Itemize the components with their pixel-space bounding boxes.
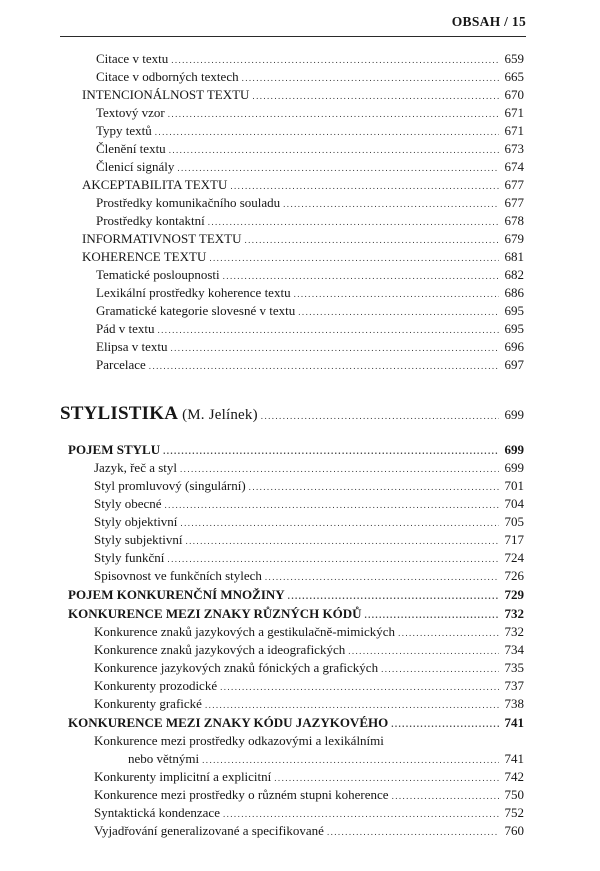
leader-dots xyxy=(288,587,499,605)
toc-entry[interactable]: Prostředky komunikačního souladu ..... 677 xyxy=(96,194,524,212)
page-number: 732 xyxy=(504,624,524,639)
leader-dots xyxy=(205,696,499,714)
toc-entry[interactable]: Syntaktická kondenzace ..... 752 xyxy=(94,804,524,822)
leader-dots xyxy=(249,478,499,496)
leader-dots xyxy=(167,550,499,568)
toc-entry[interactable]: Styly objektivní ..... 705 xyxy=(94,513,524,531)
leader-dots xyxy=(381,660,499,678)
page-number: 695 xyxy=(504,303,524,318)
toc-entry[interactable]: Citace v odborných textech ..... 665 xyxy=(96,68,524,86)
toc-section-heading[interactable]: AKCEPTABILITA TEXTU ..... 677 xyxy=(82,176,524,194)
page-number: 674 xyxy=(504,159,524,174)
leader-dots xyxy=(177,159,499,177)
leader-dots xyxy=(327,823,499,841)
page-number: 677 xyxy=(504,195,524,210)
toc-entry[interactable]: Konkurence mezi prostředky o různém stupni koherence ..... 750 xyxy=(94,786,524,804)
leader-dots xyxy=(169,141,499,159)
page-number: 735 xyxy=(504,660,524,675)
part-author: (M. Jelínek) xyxy=(182,407,258,423)
toc-entry[interactable]: Konkurence jazykových znaků fónických a grafických ..... 735 xyxy=(94,659,524,677)
page-number: 732 xyxy=(504,606,524,621)
toc-section-heading[interactable]: KOHERENCE TEXTU ..... 681 xyxy=(82,248,524,266)
page-number: 724 xyxy=(504,550,524,565)
page-number: 738 xyxy=(504,696,524,711)
page-number: 671 xyxy=(504,123,524,138)
leader-dots xyxy=(185,532,499,550)
page-number: 686 xyxy=(504,285,524,300)
page-number: 737 xyxy=(504,678,524,693)
page-number: 729 xyxy=(504,587,524,602)
page-number: 699 xyxy=(504,460,524,475)
toc-entry[interactable]: Spisovnost ve funkčních stylech ..... 726 xyxy=(94,567,524,585)
leader-dots xyxy=(265,568,499,586)
toc-entry[interactable]: Styly subjektivní ..... 717 xyxy=(94,531,524,549)
page-number: 726 xyxy=(504,568,524,583)
toc-entry[interactable]: Textový vzor ..... 671 xyxy=(96,104,524,122)
leader-dots xyxy=(223,805,499,823)
toc-entry[interactable]: Konkurence znaků jazykových a gestikulačně-mimických ..... 732 xyxy=(94,623,524,641)
leader-dots xyxy=(220,678,499,696)
leader-dots xyxy=(202,751,499,769)
toc-entry[interactable]: Parcelace ..... 697 xyxy=(96,356,524,374)
toc-section-heading[interactable]: INFORMATIVNOST TEXTU ..... 679 xyxy=(82,230,524,248)
leader-dots xyxy=(252,87,499,105)
page-header xyxy=(60,14,526,37)
toc-section-heading[interactable]: POJEM STYLU ..... 699 xyxy=(68,441,524,459)
leader-dots xyxy=(242,69,499,87)
leader-dots xyxy=(274,769,499,787)
page-number: 682 xyxy=(504,267,524,282)
page-number: 701 xyxy=(504,478,524,493)
leader-dots xyxy=(208,213,499,231)
leader-dots xyxy=(171,51,499,69)
page-number: 717 xyxy=(504,532,524,547)
toc-entry[interactable]: Typy textů ..... 671 xyxy=(96,122,524,140)
toc-entry-continuation[interactable]: nebo větnými ..... 741 xyxy=(128,750,524,768)
page-number: 659 xyxy=(504,51,524,66)
leader-dots xyxy=(348,642,499,660)
toc-section-heading[interactable]: KONKURENCE MEZI ZNAKY KÓDU JAZYKOVÉHO ..... 741 xyxy=(68,714,524,732)
page-number: 741 xyxy=(504,751,524,766)
page-number: 696 xyxy=(504,339,524,354)
leader-dots xyxy=(245,231,500,249)
toc-part-title[interactable] xyxy=(60,402,524,426)
page-number: 697 xyxy=(504,357,524,372)
page-number: 705 xyxy=(504,514,524,529)
leader-dots xyxy=(180,460,499,478)
toc-section-heading[interactable]: INTENCIONÁLNOST TEXTU ..... 670 xyxy=(82,86,524,104)
page-number: 699 xyxy=(504,442,524,457)
leader-dots xyxy=(149,357,499,375)
toc-entry[interactable]: Prostředky kontaktní ..... 678 xyxy=(96,212,524,230)
leader-dots xyxy=(171,339,500,357)
toc-entry[interactable]: Vyjadřování generalizované a specifikované ..... 760 xyxy=(94,822,524,840)
page-number: 699 xyxy=(504,407,524,422)
page-number: 665 xyxy=(504,69,524,84)
leader-dots xyxy=(223,267,499,285)
toc-entry[interactable]: Tematické posloupnosti ..... 682 xyxy=(96,266,524,284)
page-number: 670 xyxy=(504,87,524,102)
toc-section-heading[interactable]: POJEM KONKURENČNÍ MNOŽINY ..... 729 xyxy=(68,586,524,604)
toc-entry[interactable]: Konkurence znaků jazykových a ideografických ..... 734 xyxy=(94,641,524,659)
toc-entry-first-line[interactable]: Konkurence mezi prostředky odkazovými a lexikálními xyxy=(94,733,384,748)
toc-entry[interactable]: Konkurenty prozodické ..... 737 xyxy=(94,677,524,695)
leader-dots xyxy=(158,321,500,339)
toc-entry[interactable]: Citace v textu ..... 659 xyxy=(96,50,524,68)
leader-dots xyxy=(155,123,499,141)
toc-entry[interactable]: Členicí signály ..... 674 xyxy=(96,158,524,176)
toc-section-heading[interactable]: KONKURENCE MEZI ZNAKY RŮZNÝCH KÓDŮ ..... 732 xyxy=(68,605,524,623)
leader-dots xyxy=(261,404,499,428)
leader-dots xyxy=(283,195,499,213)
leader-dots xyxy=(163,442,499,460)
toc-entry[interactable]: Styly obecné ..... 704 xyxy=(94,495,524,513)
leader-dots xyxy=(165,496,499,514)
page-number: 677 xyxy=(504,177,524,192)
leader-dots xyxy=(230,177,499,195)
page-number: 750 xyxy=(504,787,524,802)
page-number: 734 xyxy=(504,642,524,657)
toc-entry[interactable]: Konkurenty implicitní a explicitní ..... 742 xyxy=(94,768,524,786)
page-number: 704 xyxy=(504,496,524,511)
toc-entry[interactable]: Lexikální prostředky koherence textu ..... 686 xyxy=(96,284,524,302)
page-number: 681 xyxy=(504,249,524,264)
leader-dots xyxy=(364,606,499,624)
page-number: 673 xyxy=(504,141,524,156)
page-number: 695 xyxy=(504,321,524,336)
part-title: STYLISTIKA xyxy=(60,403,178,424)
leader-dots xyxy=(180,514,499,532)
toc-entry[interactable]: Členění textu ..... 673 xyxy=(96,140,524,158)
leader-dots xyxy=(294,285,499,303)
page-number: 678 xyxy=(504,213,524,228)
toc-entry[interactable]: Styl promluvový (singulární) ..... 701 xyxy=(94,477,524,495)
toc-entry[interactable]: Gramatické kategorie slovesné v textu ..... 695 xyxy=(96,302,524,320)
page-number: 741 xyxy=(504,715,524,730)
leader-dots xyxy=(398,624,499,642)
page-number: 742 xyxy=(504,769,524,784)
toc-entry[interactable]: Elipsa v textu ..... 696 xyxy=(96,338,524,356)
toc-entry[interactable]: Jazyk, řeč a styl ..... 699 xyxy=(94,459,524,477)
leader-dots xyxy=(298,303,499,321)
leader-dots xyxy=(392,787,499,805)
page-number: 679 xyxy=(504,231,524,246)
leader-dots xyxy=(168,105,499,123)
toc-entry[interactable]: Pád v textu ..... 695 xyxy=(96,320,524,338)
page-number: 752 xyxy=(504,805,524,820)
leader-dots xyxy=(209,249,499,267)
running-head: OBSAH / 15 xyxy=(451,14,526,29)
toc-entry[interactable]: Styly funkční ..... 724 xyxy=(94,549,524,567)
leader-dots xyxy=(391,715,499,733)
page-number: 671 xyxy=(504,105,524,120)
toc-entry[interactable]: Konkurenty grafické ..... 738 xyxy=(94,695,524,713)
page-number: 760 xyxy=(504,823,524,838)
